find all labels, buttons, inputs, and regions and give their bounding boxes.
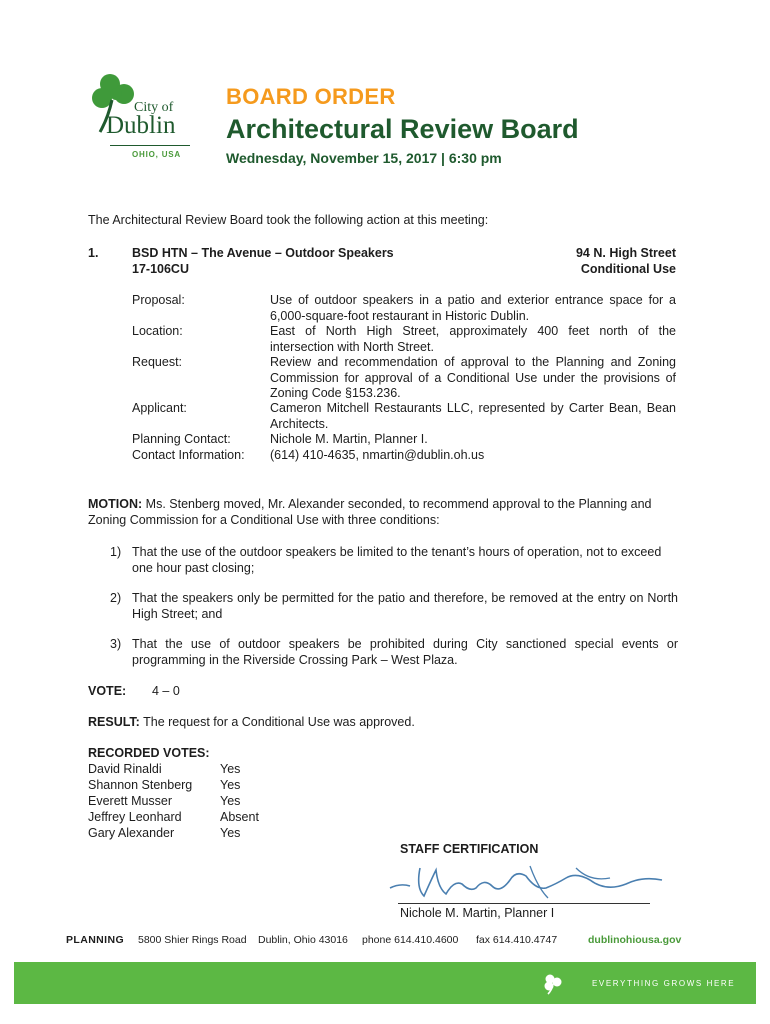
vote-row-value: Yes (220, 794, 241, 808)
footer-tagline: EVERYTHING GROWS HERE (592, 979, 736, 988)
vote-row-value: Yes (220, 762, 241, 776)
vote-row-name: Shannon Stenberg (88, 778, 193, 792)
condition-1-number: 1) (110, 545, 122, 559)
detail-proposal-label: Proposal: (132, 293, 185, 307)
footer-website-link[interactable]: dublinohiousa.gov (588, 934, 682, 946)
staff-certification-heading: STAFF CERTIFICATION (400, 842, 539, 856)
condition-2-text: That the speakers only be permitted for the patio and therefore, be removed at the entry on North High Street; and (132, 591, 678, 621)
case-id: 17-106CU (132, 262, 189, 276)
case-type: Conditional Use (580, 262, 676, 276)
intro-text: The Architectural Review Board took the following action at this meeting: (88, 213, 489, 227)
result-text: The request for a Conditional Use was approved. (143, 715, 415, 729)
motion-label: MOTION: (88, 497, 143, 511)
vote-row-name: David Rinaldi (88, 762, 162, 776)
footer-green-bar (14, 962, 756, 1004)
vote-row-name: Jeffrey Leonhard (88, 810, 182, 824)
case-title: BSD HTN – The Avenue – Outdoor Speakers (132, 246, 394, 260)
detail-applicant-value: Cameron Mitchell Restaurants LLC, represented by Carter Bean, Bean Architects. (270, 401, 676, 431)
vote-row-name: Gary Alexander (88, 826, 175, 840)
detail-applicant-label: Applicant: (132, 401, 187, 415)
detail-planning-contact-value: Nichole M. Martin, Planner I. (270, 432, 428, 446)
vote-label: VOTE: (88, 684, 127, 698)
detail-proposal-value: Use of outdoor speakers in a patio and exterior entrance space for a 6,000-square-foot restaurant in Historic Dublin. (270, 293, 676, 323)
logo-dublin: Dublin (106, 112, 176, 139)
board-order-heading: BOARD ORDER (226, 84, 396, 109)
detail-location-label: Location: (132, 324, 183, 338)
page-title: Architectural Review Board (226, 114, 579, 144)
signer-name: Nichole M. Martin, Planner I (400, 906, 555, 920)
vote-value: 4 – 0 (152, 684, 180, 698)
footer-fax: fax 614.410.4747 (476, 934, 558, 946)
city-logo (88, 70, 193, 170)
detail-contact-info-value: (614) 410-4635, nmartin@dublin.oh.us (270, 448, 485, 462)
case-address: 94 N. High Street (575, 246, 676, 260)
footer-address: 5800 Shier Rings Road (138, 934, 247, 946)
result-label: RESULT: (88, 715, 140, 729)
motion-block (88, 497, 678, 528)
signature-image (380, 858, 680, 908)
footer-department: PLANNING (66, 934, 125, 946)
condition-1-text: That the use of the outdoor speakers be limited to the tenant’s hours of operation, not to exceed one hour past closing; (132, 545, 662, 575)
case-number: 1. (88, 246, 99, 260)
detail-planning-contact-label: Planning Contact: (132, 432, 231, 446)
vote-row-value: Yes (220, 778, 241, 792)
result-line (88, 715, 415, 731)
shamrock-icon (542, 972, 566, 996)
vote-row-name: Everett Musser (88, 794, 173, 808)
vote-row-value: Yes (220, 826, 241, 840)
detail-request-value: Review and recommendation of approval to the Planning and Zoning Commission for approval of a Conditional Use under the provisions of Zoning Code §153.236. (270, 355, 676, 400)
detail-request-label: Request: (132, 355, 183, 369)
condition-2-number: 2) (110, 591, 122, 605)
detail-location-value: East of North High Street, approximately 400 feet north of the intersection with North Street. (270, 324, 676, 354)
meeting-date: Wednesday, November 15, 2017 | 6:30 pm (226, 150, 502, 166)
signature-line (398, 903, 650, 904)
condition-3-text: That the use of outdoor speakers be prohibited during City sanctioned special events or programming in the Riverside Crossing Park – West Plaza. (132, 637, 678, 667)
logo-city-of: City of (134, 100, 174, 115)
footer-phone: phone 614.410.4600 (362, 934, 459, 946)
motion-text: Ms. Stenberg moved, Mr. Alexander seconded, to recommend approval to the Planning and Zoning Commission for a Conditional Use with three conditions: (88, 497, 652, 527)
vote-row-value: Absent (220, 810, 259, 824)
recorded-votes-heading: RECORDED VOTES: (88, 746, 210, 760)
footer-city: Dublin, Ohio 43016 (258, 934, 348, 946)
detail-contact-info-label: Contact Information: (132, 448, 245, 462)
logo-divider (110, 145, 190, 146)
logo-ohio: OHIO, USA (132, 150, 181, 159)
condition-3-number: 3) (110, 637, 122, 651)
